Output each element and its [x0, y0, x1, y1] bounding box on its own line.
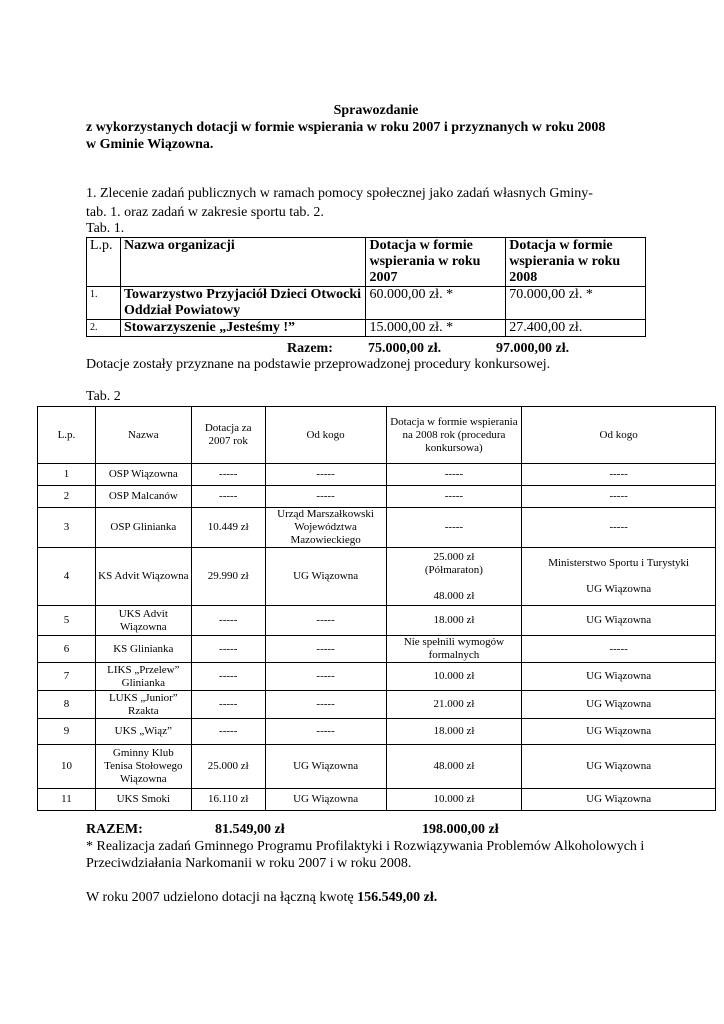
table2-cell-amount-2008: 21.000 zł: [386, 691, 522, 719]
table2-cell-lp: 10: [38, 745, 96, 789]
table1-cell-2008: 27.400,00 zł.: [506, 320, 646, 337]
table2-cell-source-2008: -----: [522, 464, 716, 486]
table2-cell-amount-2007: -----: [191, 691, 265, 719]
summary-amount: 156.549,00 zł.: [357, 890, 438, 905]
table2-cell-amount-2007: -----: [191, 719, 265, 745]
table-row: [38, 691, 716, 719]
table2-cell-source-2008: UG Wiązowna: [522, 719, 716, 745]
table1-total-2008: 97.000,00 zł.: [496, 341, 570, 356]
table2-cell-amount-2007: 16.110 zł: [191, 789, 265, 811]
table2-header-source-2007: Od kogo: [265, 407, 386, 464]
table2-header-lp: L.p.: [38, 407, 96, 464]
table2-cell-name: KS Glinianka: [95, 636, 191, 663]
table-row: [38, 464, 716, 486]
table-row: [38, 789, 716, 811]
table2-cell-source-2008: UG Wiązowna: [522, 745, 716, 789]
table2-cell-lp: 3: [38, 508, 96, 548]
table1-cell-name: Stowarzyszenie „Jesteśmy !”: [120, 320, 365, 337]
table2-cell-amount-2008: -----: [386, 464, 522, 486]
table2-cell-amount-2007: -----: [191, 606, 265, 636]
table1-total-label: Razem:: [287, 341, 333, 356]
table1-cell-2007: 60.000,00 zł. *: [366, 287, 506, 320]
table1-header-2008: Dotacja w formie wspierania w roku 2008: [506, 238, 646, 287]
table2-cell-source-2007: -----: [265, 691, 386, 719]
summary-line: [86, 890, 686, 906]
title-line-1: Sprawozdanie: [333, 103, 419, 118]
footnote: * Realizacja zadań Gminnego Programu Profilaktyki i Rozwiązywania Problemów Alkoholowych i Przeciwdziałania Narkomanii w roku 2007 i w roku 2008.: [86, 839, 645, 871]
table-row: [38, 719, 716, 745]
table2-cell-name: Gminny Klub Tenisa Stołowego Wiązowna: [95, 745, 191, 789]
table2-cell-amount-2008: -----: [386, 508, 522, 548]
table2-cell-amount-2007: -----: [191, 464, 265, 486]
table2-cell-source-2007: UG Wiązowna: [265, 789, 386, 811]
table2-cell-source-2007: -----: [265, 486, 386, 508]
table2-cell-lp: 2: [38, 486, 96, 508]
table2-header-row: [38, 407, 716, 464]
table-row: [38, 606, 716, 636]
table1-header-row: [87, 238, 646, 287]
document-title: [86, 102, 666, 153]
table2-cell-amount-2008: Nie spełnili wymogów formalnych: [386, 636, 522, 663]
table1-label: Tab. 1.: [86, 221, 125, 236]
table2-cell-name: LUKS „Junior” Rzakta: [95, 691, 191, 719]
table2-cell-source-2007: -----: [265, 663, 386, 691]
table1-cell-lp: 1.: [87, 287, 121, 320]
table2-cell-source-2008: Ministerstwo Sportu i Turystyki UG Wiązowna: [522, 548, 716, 606]
table2-cell-source-2007: -----: [265, 606, 386, 636]
table2-cell-source-2008: -----: [522, 636, 716, 663]
table-row: [87, 320, 646, 337]
table1-header-name: Nazwa organizacji: [120, 238, 365, 287]
table2-cell-amount-2008: 48.000 zł: [386, 745, 522, 789]
table2-cell-lp: 1: [38, 464, 96, 486]
table-row: [38, 745, 716, 789]
table2-cell-lp: 5: [38, 606, 96, 636]
table-row: [87, 287, 646, 320]
table1-total-2007: 75.000,00 zł.: [368, 341, 442, 356]
table2-cell-source-2007: UG Wiązowna: [265, 745, 386, 789]
table1-header-2007: Dotacja w formie wspierania w roku 2007: [366, 238, 506, 287]
table-1: [86, 237, 646, 337]
table2-cell-source-2008: UG Wiązowna: [522, 691, 716, 719]
table2-header-2008: Dotacja w formie wspierania na 2008 rok (procedura konkursowa): [386, 407, 522, 464]
table2-cell-lp: 6: [38, 636, 96, 663]
table2-cell-name: LIKS „Przelew” Glinianka: [95, 663, 191, 691]
table1-cell-2007: 15.000,00 zł. *: [366, 320, 506, 337]
table2-cell-amount-2008: 18.000 zł: [386, 606, 522, 636]
table2-cell-amount-2008: 25.000 zł (Półmaraton) 48.000 zł: [386, 548, 522, 606]
intro-line-1: 1. Zlecenie zadań publicznych w ramach pomocy społecznej jako zadań własnych Gminy-: [86, 186, 593, 201]
table2-cell-amount-2007: 10.449 zł: [191, 508, 265, 548]
title-line-2: z wykorzystanych dotacji w formie wspierania w roku 2007 i przyznanych w roku 2008: [86, 120, 606, 135]
table2-label: Tab. 2: [86, 389, 121, 404]
summary-prefix: W roku 2007 udzielono dotacji na łączną kwotę: [86, 890, 358, 905]
table2-total-2008: 198.000,00 zł: [422, 822, 499, 837]
table2-header-2007: Dotacja za 2007 rok: [191, 407, 265, 464]
table2-cell-name: OSP Wiązowna: [95, 464, 191, 486]
table2-cell-source-2007: Urząd Marszałkowski Województwa Mazowieckiego: [265, 508, 386, 548]
table2-cell-source-2007: -----: [265, 719, 386, 745]
table2-cell-amount-2008: 10.000 zł: [386, 789, 522, 811]
table2-cell-source-2008: -----: [522, 508, 716, 548]
table2-cell-lp: 9: [38, 719, 96, 745]
table1-cell-2008: 70.000,00 zł. *: [506, 287, 646, 320]
table2-cell-amount-2007: -----: [191, 486, 265, 508]
table2-cell-amount-2008: -----: [386, 486, 522, 508]
table2-total-label: RAZEM:: [86, 822, 143, 837]
table2-cell-lp: 8: [38, 691, 96, 719]
table2-cell-amount-2007: 25.000 zł: [191, 745, 265, 789]
table2-header-source-2008: Od kogo: [522, 407, 716, 464]
table2-cell-source-2008: UG Wiązowna: [522, 789, 716, 811]
intro-line-2: tab. 1. oraz zadań w zakresie sportu tab. 2.: [86, 205, 324, 220]
table-2: [37, 406, 716, 811]
table2-cell-source-2008: UG Wiązowna: [522, 606, 716, 636]
table-row: [38, 663, 716, 691]
table2-cell-lp: 7: [38, 663, 96, 691]
table1-header-lp: L.p.: [87, 238, 121, 287]
table2-cell-lp: 4: [38, 548, 96, 606]
table-row: [38, 508, 716, 548]
title-line-3: w Gminie Wiązowna.: [86, 137, 214, 152]
table2-cell-source-2007: -----: [265, 636, 386, 663]
table2-cell-source-2007: UG Wiązowna: [265, 548, 386, 606]
table2-cell-amount-2008: 10.000 zł: [386, 663, 522, 691]
table2-cell-source-2008: UG Wiązowna: [522, 663, 716, 691]
table-row: [38, 548, 716, 606]
table2-cell-amount-2007: -----: [191, 663, 265, 691]
table2-cell-name: UKS Smoki: [95, 789, 191, 811]
competition-note: Dotacje zostały przyznane na podstawie przeprowadzonej procedury konkursowej.: [86, 357, 551, 372]
table2-cell-name: UKS „Wiąz”: [95, 719, 191, 745]
table2-cell-name: OSP Malcanów: [95, 486, 191, 508]
table2-cell-source-2008: -----: [522, 486, 716, 508]
table2-header-name: Nazwa: [95, 407, 191, 464]
table2-cell-name: UKS Advit Wiązowna: [95, 606, 191, 636]
table2-cell-source-2007: -----: [265, 464, 386, 486]
intro-paragraph: [86, 184, 646, 222]
table2-total-2007: 81.549,00 zł: [215, 822, 285, 837]
table-row: [38, 636, 716, 663]
table2-cell-amount-2007: 29.990 zł: [191, 548, 265, 606]
table2-cell-lp: 11: [38, 789, 96, 811]
table1-cell-name: Towarzystwo Przyjaciół Dzieci Otwocki Oddział Powiatowy: [120, 287, 365, 320]
table-row: [38, 486, 716, 508]
table2-cell-amount-2007: -----: [191, 636, 265, 663]
table2-cell-name: KS Advit Wiązowna: [95, 548, 191, 606]
table2-cell-amount-2008: 18.000 zł: [386, 719, 522, 745]
table2-cell-name: OSP Glinianka: [95, 508, 191, 548]
table1-cell-lp: 2.: [87, 320, 121, 337]
